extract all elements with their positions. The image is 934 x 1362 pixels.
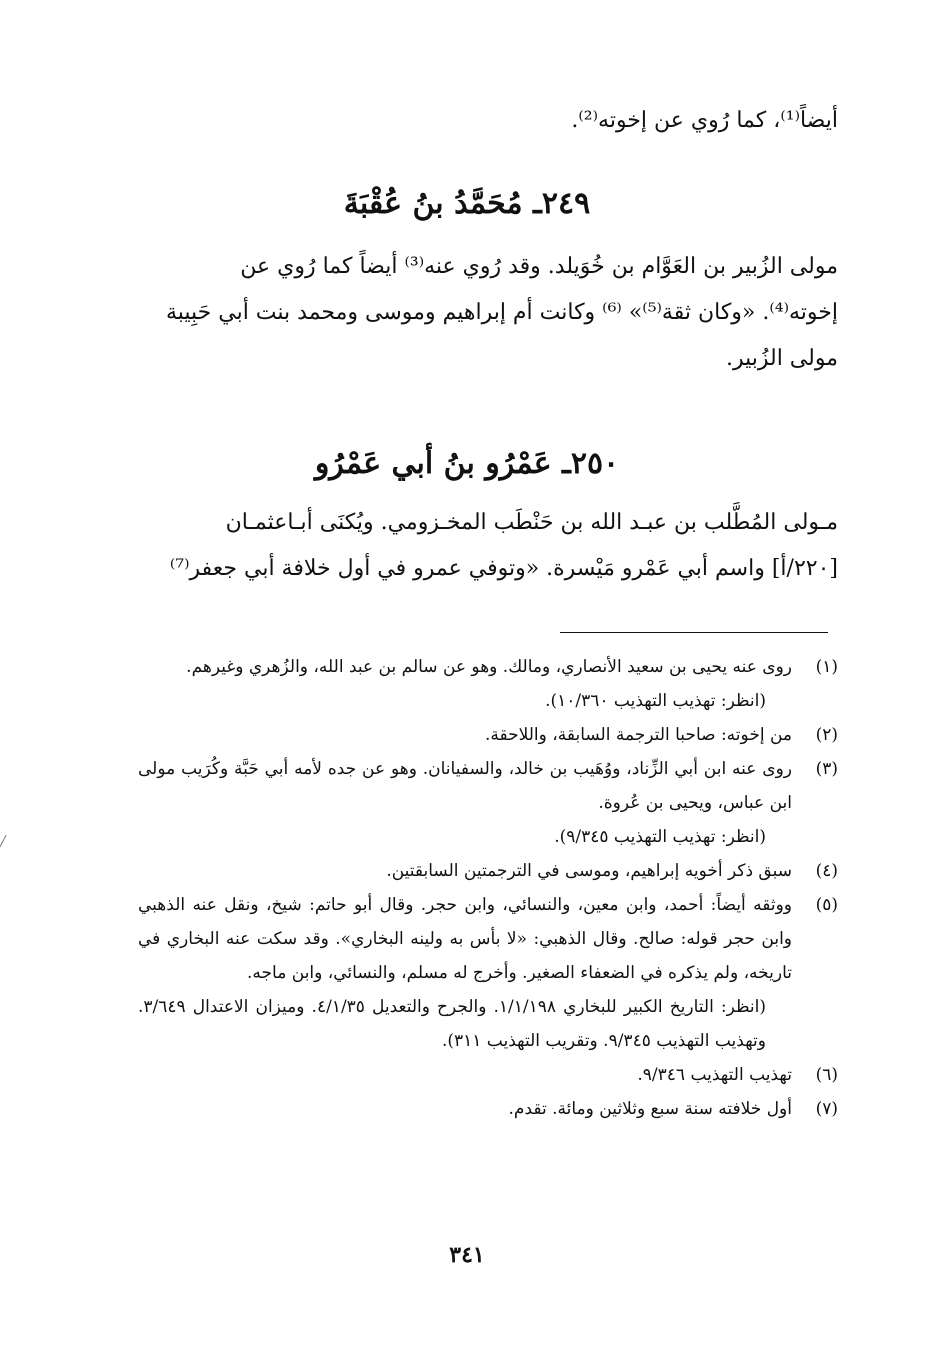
footnote-text: ووثقه أيضاً: أحمد، وابن معين، والنسائي، وابن حجر. وقال أبو حاتم: شيخ، ونقل عنه الذهبي وابن حجر قوله: صالح. وقال الذهبي: «لا بأس به ولينه البخاري». وقد سكت عنه البخاري في تاريخه، ولم يذكره في الضعفاء الصغير. وأخرج له مسلم، والنسائي، وابن ماجه. bbox=[138, 895, 792, 983]
footnote-number: (٦) bbox=[815, 1065, 838, 1085]
footnote-number: (٧) bbox=[815, 1099, 838, 1119]
footnote-4 bbox=[138, 854, 838, 888]
entry-249-body bbox=[138, 244, 838, 382]
entry-250-line-1: مـولى المُطَّلب بن عبـد الله بن حَنْطَب المخـزومي. ويُكنَى أبـاعثمـان bbox=[225, 510, 838, 535]
footnote-3 bbox=[138, 752, 838, 854]
scan-mark bbox=[0, 835, 14, 852]
entry-250-body bbox=[138, 500, 838, 592]
footnote-reference: (انظر: التاريخ الكبير للبخاري ١/١/١٩٨. والجرح والتعديل ٤/١/٣٥. وميزان الاعتدال ٣/٦٤٩. وتهذيب التهذيب ٩/٣٤٥. وتقريب التهذيب ٣١١). bbox=[138, 997, 767, 1051]
footnote-text: تهذيب التهذيب ٩/٣٤٦. bbox=[637, 1065, 792, 1085]
entry-249-line-3: مولى الزُبير. bbox=[725, 346, 838, 371]
footnote-2 bbox=[138, 718, 838, 752]
footnote-6 bbox=[138, 1058, 838, 1092]
footnote-7 bbox=[138, 1092, 838, 1126]
footnote-text: روى عنه يحيى بن سعيد الأنصاري، ومالك. وهو عن سالم بن عبد الله، والزُهري وغيرهم. bbox=[186, 657, 792, 677]
entry-249-heading: ٢٤٩ـ مُحَمَّدُ بنُ عُقْبَةَ bbox=[343, 186, 591, 221]
footnote-body bbox=[138, 1058, 792, 1092]
entry-250-line-2: [٢٢٠/أ] واسم أبي عَمْرو مَيْسرة. «وتوفي عمرو في أول خلافة أبي جعفر⁽⁷⁾ bbox=[169, 556, 838, 581]
footnote-number: (٥) bbox=[815, 895, 838, 915]
footnote-body bbox=[138, 718, 792, 752]
footnote-text: من إخوته: صاحبا الترجمة السابقة، واللاحقة. bbox=[484, 725, 792, 745]
intro-text: أيضاً⁽¹⁾، كما رُوي عن إخوته⁽²⁾. bbox=[571, 108, 838, 133]
footnotes bbox=[138, 650, 838, 1126]
footnote-1 bbox=[138, 650, 838, 718]
intro-line bbox=[138, 98, 838, 144]
footnote-text: سبق ذكر أخويه إبراهيم، وموسى في الترجمتين السابقتين. bbox=[386, 861, 792, 881]
footnote-body bbox=[138, 854, 792, 888]
footnote-5 bbox=[138, 888, 838, 1058]
footnote-body bbox=[138, 1092, 792, 1126]
footnote-body bbox=[138, 752, 792, 854]
entry-249-line-2: إخوته⁽⁴⁾. «وكان ثقة⁽⁵⁾» ⁽⁶⁾ وكانت أم إبراهيم وموسى ومحمد بنت أبي حَبِيبة bbox=[165, 300, 838, 325]
footnote-reference: (انظر: تهذيب التهذيب ٩/٣٤٥). bbox=[554, 827, 766, 847]
footnote-divider bbox=[560, 632, 828, 633]
footnote-number: (٤) bbox=[815, 861, 838, 881]
footnote-text: أول خلافته سنة سبع وثلاثين ومائة. تقدم. bbox=[508, 1099, 792, 1119]
footnote-number: (١) bbox=[815, 657, 838, 677]
footnote-number: (٢) bbox=[815, 725, 838, 745]
footnote-body bbox=[138, 888, 792, 1058]
entry-249-line-1: مولى الزُبير بن العَوَّام بن خُوَيلد. وقد رُوي عنه⁽³⁾ أيضاً كما رُوي عن bbox=[240, 254, 838, 279]
entry-250-heading: ٢٥٠ـ عَمْرُو بنُ أبي عَمْرُو bbox=[314, 446, 620, 481]
footnote-number: (٣) bbox=[815, 759, 838, 779]
page-number: ٣٤١ bbox=[449, 1242, 485, 1268]
footnote-reference: (انظر: تهذيب التهذيب ١٠/٣٦٠). bbox=[545, 691, 766, 711]
footnote-text: روى عنه ابن أبي الزِّناد، ووُهَيب بن خالد، والسفيانان. وهو عن جده لأمه أبي حَبَّة وكُرَيب مولى ابن عباس، ويحيى بن عُروة. bbox=[138, 759, 792, 813]
footnote-body bbox=[138, 650, 792, 718]
